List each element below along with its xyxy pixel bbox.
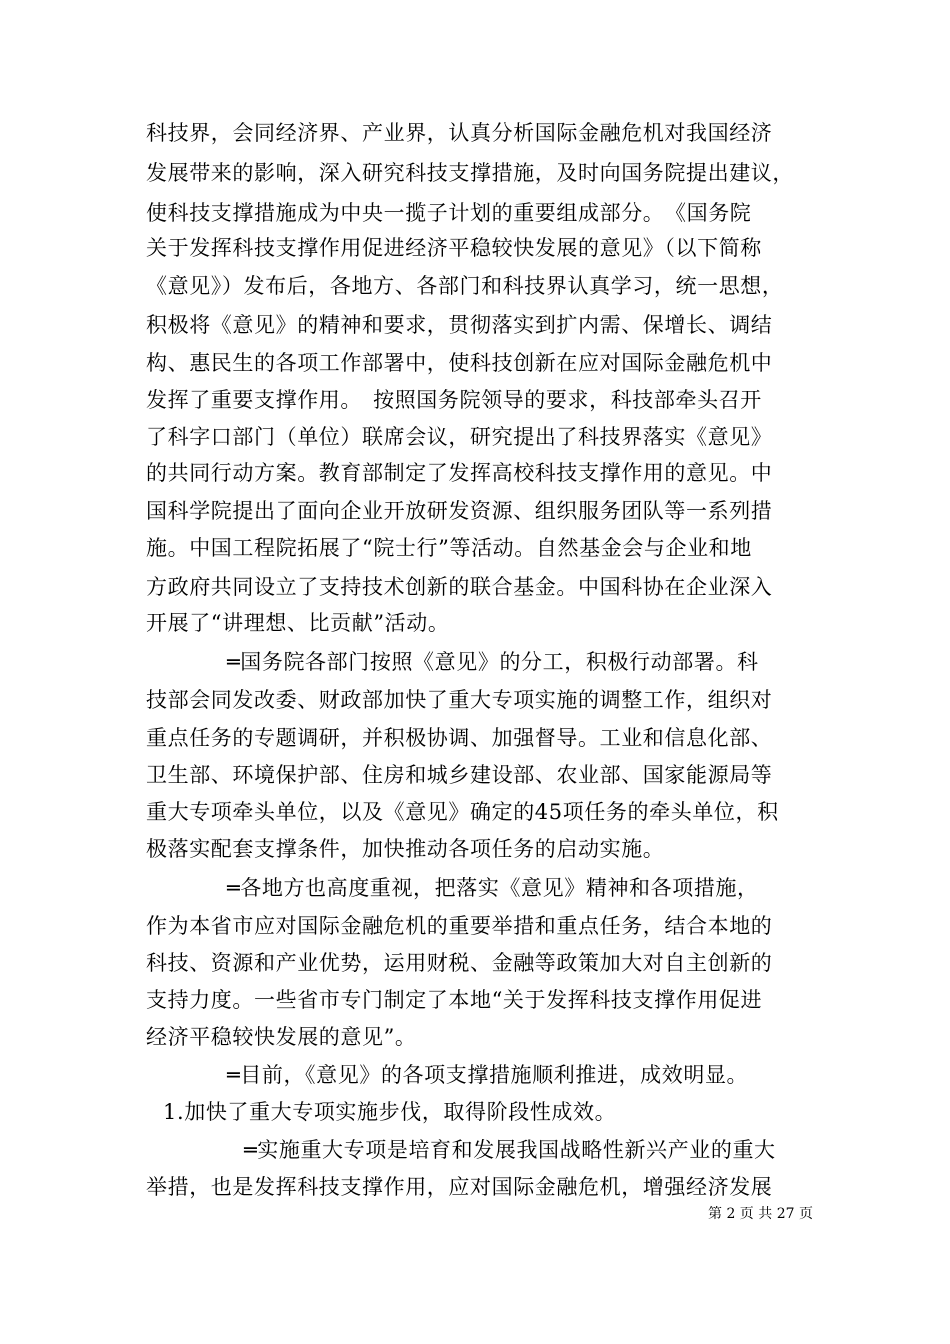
paragraph-first-line: ═实施重大专项是培育和发展我国战略性新兴产业的重大: [244, 1138, 776, 1162]
paragraph-first-line: ═各地方也高度重视，把落实《意见》精神和各项措施，: [227, 876, 759, 900]
body-text-line: 技部会同发改委、财政部加快了重大专项实施的调整工作，组织对: [146, 688, 773, 712]
body-text-line: 发挥了重要支撑作用。 按照国务院领导的要求，科技部牵头召开: [146, 388, 762, 412]
body-text-line: 了科字口部门（单位）联席会议，研究提出了科技界落实《意见》: [146, 425, 773, 449]
body-text-line: 经济平稳较快发展的意见”。: [146, 1025, 417, 1049]
body-text-line: 举措，也是发挥科技支撑作用，应对国际金融危机，增强经济发展: [146, 1175, 773, 1199]
body-text-line: 的共同行动方案。教育部制定了发挥高校科技支撑作用的意见。中: [146, 461, 773, 485]
body-text-line: 施。中国工程院拓展了“院士行”等活动。自然基金会与企业和地: [146, 536, 752, 560]
paragraph-first-line: ═目前，《意见》的各项支撑措施顺利推进，成效明显。: [227, 1063, 749, 1087]
body-text-line: 使科技支撑措施成为中央一揽子计划的重要组成部分。 《国务院: [146, 201, 752, 225]
body-text-line: 重大专项牵头单位，以及《意见》确定的45项任务的牵头单位，积: [146, 800, 779, 824]
body-text-line: 国科学院提出了面向企业开放研发资源、组织服务团队等一系列措: [146, 499, 773, 523]
body-text-line: 发展带来的影响，深入研究科技支撑措施，及时向国务院提出建议，: [146, 161, 794, 185]
paragraph-first-line: ═国务院各部门按照《意见》的分工，积极行动部署。科: [227, 650, 759, 674]
body-text-line: 支持力度。一些省市专门制定了本地“关于发挥科技支撑作用促进: [146, 988, 763, 1012]
page-number-footer: 第 2 页 共 27 页: [708, 1206, 813, 1222]
body-text-line: 科技、资源和产业优势，运用财税、金融等政策加大对自主创新的: [146, 951, 773, 975]
numbered-heading: 1.加快了重大专项实施步伐，取得阶段性成效。: [163, 1100, 617, 1124]
body-text-line: 方政府共同设立了支持技术创新的联合基金。中国科协在企业深入: [146, 575, 773, 599]
body-text-line: 开展了“讲理想、比贡献”活动。: [146, 611, 450, 635]
body-text-line: 关于发挥科技支撑作用促进经济平稳较快发展的意见》（以下简称: [146, 236, 762, 260]
body-text-line: 积极将《意见》的精神和要求，贯彻落实到扩内需、保增长、调结: [146, 313, 773, 337]
body-text-line: 极落实配套支撑条件，加快推动各项任务的启动实施。: [146, 837, 665, 861]
body-text-line: 作为本省市应对国际金融危机的重要举措和重点任务，结合本地的: [146, 914, 773, 938]
body-text-line: 科技界，会同经济界、产业界，认真分析国际金融危机对我国经济: [146, 121, 773, 145]
body-text-line: 卫生部、环境保护部、住房和城乡建设部、农业部、国家能源局等: [146, 763, 773, 787]
body-text-line: 构、惠民生的各项工作部署中，使科技创新在应对国际金融危机中: [146, 351, 773, 375]
body-text-line: 《意见》）发布后，各地方、各部门和科技界认真学习，统一思想，: [146, 274, 784, 298]
body-text-line: 重点任务的专题调研，并积极协调、加强督导。工业和信息化部、: [146, 726, 773, 750]
